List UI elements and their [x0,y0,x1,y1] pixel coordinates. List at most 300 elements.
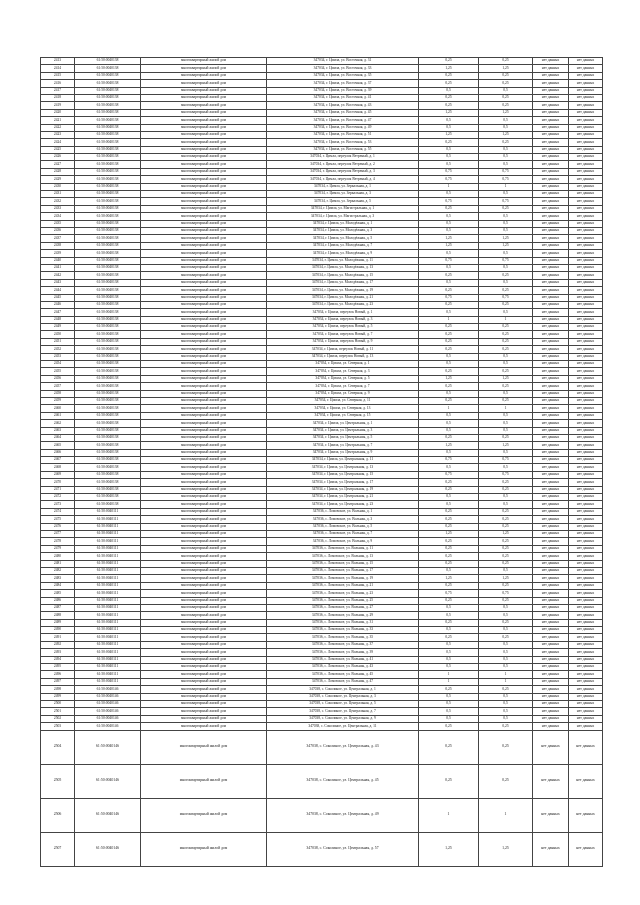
cell-extra-info: нет данных [569,612,603,619]
cell-extra-info: нет данных [569,309,603,316]
cell-extra-info: нет данных [569,353,603,360]
cell-extra-info: нет данных [569,338,603,345]
cell-area-total: 0,25 [419,434,479,441]
cell-owner-info: нет данных [533,257,569,264]
cell-owner-info: нет данных [533,87,569,94]
cell-object-type: многоквартирный жилой дом [141,331,267,338]
cell-area-total: 0,5 [419,227,479,234]
cell-area-used: 0,25 [479,324,533,331]
cell-area-total: 0,5 [419,220,479,227]
cell-address: 347034, г. Цимла, ул. Северная, д. 5 [267,375,419,382]
cell-owner-info: нет данных [533,553,569,560]
cell-address: 347034, г. Цимла, ул. Центральная, д. 21 [267,494,419,501]
cell-area-total: 0,25 [419,730,479,764]
table-row [41,545,603,552]
cell-address: 347034, г. Цимла, ул. Восточная, д. 49 [267,124,419,131]
cell-address: 347036, с. Ломовское, ул. Вольная, д. 31 [267,619,419,626]
cell-area-total: 0,25 [419,324,479,331]
cell-owner-info: нет данных [533,235,569,242]
cell-area-total: 0,5 [419,279,479,286]
cell-row-number: 2436 [41,227,75,234]
cell-cadastral-number: 61:50:0040138 [75,109,141,116]
cell-row-number: 2424 [41,139,75,146]
cell-extra-info: нет данных [569,420,603,427]
cell-cadastral-number: 61:50:0040138 [75,146,141,153]
cell-address: 347034, г. Цимла, ул. Центральная, д. 23 [267,501,419,508]
cell-owner-info: нет данных [533,109,569,116]
cell-area-total: 0,5 [419,146,479,153]
cell-extra-info: нет данных [569,405,603,412]
cell-cadastral-number: 61:50:0040138 [75,301,141,308]
cell-extra-info: нет данных [569,154,603,161]
cell-area-total: 0,5 [419,191,479,198]
cell-row-number: 2485 [41,590,75,597]
cell-object-type: многоквартирный жилой дом [141,560,267,567]
cell-object-type: многоквартирный жилой дом [141,730,267,764]
cell-extra-info: нет данных [569,494,603,501]
cell-row-number: 2482 [41,567,75,574]
cell-area-total: 0,5 [419,117,479,124]
table-row [41,235,603,242]
cell-object-type: многоквартирный жилой дом [141,124,267,131]
cell-row-number: 2442 [41,272,75,279]
cell-area-used: 0,25 [479,764,533,798]
cell-cadastral-number: 61:50:0040111 [75,634,141,641]
cell-row-number: 2433 [41,205,75,212]
cell-object-type: многоквартирный жилой дом [141,102,267,109]
table-row [41,700,603,707]
table-row [41,597,603,604]
cell-object-type: многоквартирный жилой дом [141,641,267,648]
cell-address: 347034, г. Цимла, ул. Восточная, д. 43 [267,102,419,109]
cell-cadastral-number: 61:50:0040138 [75,353,141,360]
cell-area-total: 0,5 [419,464,479,471]
cell-area-total: 1,25 [419,575,479,582]
cell-area-used: 0,5 [479,412,533,419]
cell-object-type: многоквартирный жилой дом [141,656,267,663]
cell-row-number: 2422 [41,124,75,131]
cell-address: 347034, г. Цимла, ул. Молодёжная, д. 17 [267,279,419,286]
cell-area-used: 0,5 [479,627,533,634]
cell-address: 347038, с. Соколиное, ул. Центральная, д. 57 [267,832,419,866]
cell-owner-info: нет данных [533,65,569,72]
table-row [41,124,603,131]
cell-extra-info: нет данных [569,324,603,331]
cell-row-number: 2437 [41,235,75,242]
cell-area-used: 0,25 [479,58,533,65]
table-row [41,353,603,360]
table-row [41,723,603,730]
cell-object-type: многоквартирный жилой дом [141,309,267,316]
cell-owner-info: нет данных [533,94,569,101]
cell-row-number: 2450 [41,331,75,338]
cell-object-type: многоквартирный жилой дом [141,590,267,597]
cell-extra-info: нет данных [569,427,603,434]
cell-extra-info: нет данных [569,316,603,323]
cell-cadastral-number: 61:50:0040111 [75,508,141,515]
cell-address: 347034, г. Цимла, ул. Северная, д. 11 [267,397,419,404]
cell-extra-info: нет данных [569,227,603,234]
cell-owner-info: нет данных [533,590,569,597]
cell-area-total: 0,25 [419,346,479,353]
table-row [41,693,603,700]
cell-object-type: многоквартирный жилой дом [141,250,267,257]
cell-area-used: 0,5 [479,227,533,234]
cell-object-type: многоквартирный жилой дом [141,287,267,294]
table-row [41,368,603,375]
table-row [41,131,603,138]
table-row [41,604,603,611]
cell-row-number: 2443 [41,279,75,286]
cell-area-total: 0,25 [419,538,479,545]
cell-extra-info: нет данных [569,168,603,175]
cell-row-number: 2461 [41,412,75,419]
cell-object-type: многоквартирный жилой дом [141,723,267,730]
table-row [41,375,603,382]
cell-row-number: 2447 [41,309,75,316]
cell-row-number: 2440 [41,257,75,264]
cell-owner-info: нет данных [533,486,569,493]
table-row [41,183,603,190]
cell-object-type: многоквартирный жилой дом [141,257,267,264]
table-row [41,168,603,175]
cell-extra-info: нет данных [569,634,603,641]
cell-area-used: 0,25 [479,346,533,353]
cell-owner-info: нет данных [533,494,569,501]
cell-area-total: 0,75 [419,168,479,175]
cell-row-number: 2453 [41,353,75,360]
cell-extra-info: нет данных [569,412,603,419]
cell-address: 347036, с. Ломовское, ул. Вольная, д. 15 [267,560,419,567]
cell-object-type: многоквартирный жилой дом [141,235,267,242]
cell-area-used: 0,5 [479,220,533,227]
cell-cadastral-number: 61:50:0040138 [75,272,141,279]
cell-owner-info: нет данных [533,612,569,619]
cell-address: 347038, с. Соколиное, ул. Центральная, д. 3 [267,693,419,700]
cell-cadastral-number: 61:50:0040111 [75,619,141,626]
cell-row-number: 2428 [41,168,75,175]
table-row [41,590,603,597]
cell-object-type: многоквартирный жилой дом [141,131,267,138]
cell-owner-info: нет данных [533,575,569,582]
cell-object-type: многоквартирный жилой дом [141,161,267,168]
cell-row-number: 2487 [41,604,75,611]
cell-object-type: многоквартирный жилой дом [141,294,267,301]
cell-area-used: 0,25 [479,508,533,515]
cell-address: 347036, с. Ломовское, ул. Вольная, д. 47 [267,678,419,685]
table-row [41,538,603,545]
cell-area-used: 1,25 [479,832,533,866]
table-row [41,523,603,530]
cell-cadastral-number: 61:50:0040111 [75,656,141,663]
cell-area-used: 1,25 [479,65,533,72]
cell-area-total: 0,5 [419,353,479,360]
cell-row-number: 2505 [41,764,75,798]
cell-area-used: 0,25 [479,80,533,87]
cell-cadastral-number: 61:50:0040111 [75,523,141,530]
cell-owner-info: нет данных [533,279,569,286]
cell-cadastral-number: 61:50:0040138 [75,420,141,427]
cell-area-total: 0,5 [419,612,479,619]
cell-address: 347034, г. Цимла, ул. Зеркальная, д. 1 [267,183,419,190]
cell-row-number: 2431 [41,191,75,198]
table-row [41,627,603,634]
cell-row-number: 2476 [41,523,75,530]
cell-cadastral-number: 61:50:0040111 [75,575,141,582]
table-row [41,516,603,523]
cell-row-number: 2497 [41,678,75,685]
cell-area-total: 0,25 [419,516,479,523]
cell-owner-info: нет данных [533,832,569,866]
cell-area-total: 0,5 [419,87,479,94]
cell-owner-info: нет данных [533,131,569,138]
cell-address: 347036, с. Ломовское, ул. Вольная, д. 13 [267,553,419,560]
cell-area-total: 1 [419,678,479,685]
cell-owner-info: нет данных [533,604,569,611]
cell-extra-info: нет данных [569,124,603,131]
cell-area-total: 1 [419,798,479,832]
cell-extra-info: нет данных [569,538,603,545]
table-body [41,58,603,867]
cell-area-total: 0,25 [419,619,479,626]
table-row [41,102,603,109]
cell-area-total: 1,25 [419,131,479,138]
cell-row-number: 2446 [41,301,75,308]
cell-address: 347036, с. Ломовское, ул. Вольная, д. 21 [267,582,419,589]
cell-owner-info: нет данных [533,176,569,183]
table-row [41,575,603,582]
cell-cadastral-number: 61:50:0040138 [75,72,141,79]
cell-cadastral-number: 61:50:0040138 [75,405,141,412]
cell-owner-info: нет данных [533,627,569,634]
cell-cadastral-number: 61:50:0040146 [75,764,141,798]
cell-area-used: 0,25 [479,723,533,730]
cell-extra-info: нет данных [569,257,603,264]
cell-area-used: 0,5 [479,250,533,257]
cell-address: 347034, г. Цимла, переулок Новый, д. 1 [267,309,419,316]
cell-area-used: 0,5 [479,117,533,124]
cell-object-type: многоквартирный жилой дом [141,619,267,626]
cell-row-number: 2451 [41,338,75,345]
cell-owner-info: нет данных [533,154,569,161]
cell-address: 347034, г. Цимла, переулок Ветреный, д. 1 [267,154,419,161]
cell-extra-info: нет данных [569,87,603,94]
cell-area-total: 0,5 [419,124,479,131]
cell-cadastral-number: 61:50:0040138 [75,176,141,183]
cell-area-total: 0,5 [419,361,479,368]
cell-address: 347036, с. Ломовское, ул. Вольная, д. 5 [267,523,419,530]
cell-address: 347036, с. Ломовское, ул. Вольная, д. 25 [267,597,419,604]
cell-area-used: 0,5 [479,708,533,715]
cell-row-number: 2467 [41,457,75,464]
cell-object-type: многоквартирный жилой дом [141,612,267,619]
cell-address: 347034, г. Цимла, переулок Новый, д. 11 [267,346,419,353]
cell-extra-info: нет данных [569,361,603,368]
table-row [41,205,603,212]
table-row [41,678,603,685]
cell-object-type: многоквартирный жилой дом [141,449,267,456]
cell-row-number: 2445 [41,294,75,301]
cell-area-used: 0,25 [479,523,533,530]
cell-object-type: многоквартирный жилой дом [141,531,267,538]
cell-address: 347034, г. Цимла, ул. Восточная, д. 39 [267,87,419,94]
cell-area-used: 0,5 [479,494,533,501]
cell-extra-info: нет данных [569,102,603,109]
cell-cadastral-number: 61:50:0040138 [75,471,141,478]
cell-owner-info: нет данных [533,368,569,375]
cell-owner-info: нет данных [533,375,569,382]
cell-object-type: многоквартирный жилой дом [141,678,267,685]
cell-extra-info: нет данных [569,205,603,212]
cell-owner-info: нет данных [533,641,569,648]
cell-area-used: 1 [479,316,533,323]
table-row [41,464,603,471]
cell-area-used: 0,75 [479,257,533,264]
cell-area-total: 1 [419,316,479,323]
cell-object-type: многоквартирный жилой дом [141,191,267,198]
cell-row-number: 2486 [41,597,75,604]
cell-cadastral-number: 61:50:0040111 [75,582,141,589]
cell-row-number: 2464 [41,434,75,441]
cell-area-total: 0,5 [419,649,479,656]
cell-area-used: 0,5 [479,146,533,153]
cell-owner-info: нет данных [533,183,569,190]
cell-object-type: многоквартирный жилой дом [141,375,267,382]
table-row [41,686,603,693]
cell-area-total: 1,25 [419,242,479,249]
table-row [41,65,603,72]
cell-area-used: 0,5 [479,361,533,368]
table-row [41,220,603,227]
cell-cadastral-number: 61:50:0040146 [75,693,141,700]
table-row [41,708,603,715]
table-row [41,272,603,279]
cell-area-total: 0,5 [419,700,479,707]
cell-cadastral-number: 61:50:0040138 [75,131,141,138]
cell-address: 347034, г. Цимла, переулок Новый, д. 5 [267,324,419,331]
cell-address: 347034, г. Цимла, ул. Восточная, д. 51 [267,131,419,138]
cell-row-number: 2468 [41,464,75,471]
cell-area-total: 0,5 [419,213,479,220]
cell-cadastral-number: 61:50:0040138 [75,331,141,338]
cell-area-used: 0,75 [479,168,533,175]
cell-object-type: многоквартирный жилой дом [141,434,267,441]
table-row [41,109,603,116]
cell-area-used: 0,5 [479,664,533,671]
cell-cadastral-number: 61:50:0040111 [75,671,141,678]
cell-row-number: 2490 [41,627,75,634]
cell-row-number: 2463 [41,427,75,434]
cell-row-number: 2493 [41,649,75,656]
cell-address: 347036, с. Ломовское, ул. Вольная, д. 29 [267,612,419,619]
cell-owner-info: нет данных [533,139,569,146]
cell-extra-info: нет данных [569,191,603,198]
cell-row-number: 2415 [41,72,75,79]
cell-area-used: 1 [479,671,533,678]
cell-row-number: 2414 [41,65,75,72]
table-row [41,287,603,294]
cell-address: 347034, г. Цимла, ул. Молодёжная, д. 1 [267,220,419,227]
table-row [41,361,603,368]
cell-object-type: многоквартирный жилой дом [141,242,267,249]
cell-area-used: 0,75 [479,590,533,597]
cell-object-type: многоквартирный жилой дом [141,604,267,611]
cell-cadastral-number: 61:50:0040146 [75,700,141,707]
cell-row-number: 2492 [41,641,75,648]
cell-area-used: 0,5 [479,715,533,722]
cell-extra-info: нет данных [569,131,603,138]
cell-cadastral-number: 61:50:0040138 [75,242,141,249]
cell-area-used: 0,25 [479,486,533,493]
cell-cadastral-number: 61:50:0040138 [75,368,141,375]
table-row [41,227,603,234]
cell-object-type: многоквартирный жилой дом [141,146,267,153]
cell-cadastral-number: 61:50:0040111 [75,553,141,560]
cell-row-number: 2494 [41,656,75,663]
cell-extra-info: нет данных [569,80,603,87]
cell-object-type: многоквартирный жилой дом [141,183,267,190]
cell-owner-info: нет данных [533,227,569,234]
table-row [41,531,603,538]
cell-cadastral-number: 61:50:0040138 [75,316,141,323]
cell-address: 347034, г. Цимла, ул. Северная, д. 7 [267,383,419,390]
cell-owner-info: нет данных [533,523,569,530]
cell-row-number: 2504 [41,730,75,764]
cell-extra-info: нет данных [569,397,603,404]
cell-owner-info: нет данных [533,301,569,308]
cell-address: 347036, с. Ломовское, ул. Вольная, д. 33 [267,627,419,634]
cell-area-used: 0,25 [479,479,533,486]
cell-extra-info: нет данных [569,671,603,678]
cell-area-total: 0,25 [419,764,479,798]
cell-object-type: многоквартирный жилой дом [141,80,267,87]
cell-area-total: 0,75 [419,176,479,183]
cell-extra-info: нет данных [569,531,603,538]
table-row [41,161,603,168]
cell-address: 347034, г. Цимла, ул. Молодёжная, д. 3 [267,227,419,234]
cell-area-used: 0,25 [479,102,533,109]
cell-object-type: многоквартирный жилой дом [141,442,267,449]
cell-area-used: 1,25 [479,575,533,582]
cell-object-type: многоквартирный жилой дом [141,649,267,656]
cell-address: 347036, с. Ломовское, ул. Вольная, д. 9 [267,538,419,545]
cell-row-number: 2425 [41,146,75,153]
cell-row-number: 2473 [41,501,75,508]
cell-area-total: 1,25 [419,65,479,72]
cell-area-used: 0,25 [479,383,533,390]
table-row [41,412,603,419]
cell-cadastral-number: 61:50:0040138 [75,87,141,94]
cell-address: 347034, г. Цимла, ул. Северная, д. 15 [267,412,419,419]
cell-address: 347036, с. Ломовское, ул. Вольная, д. 17 [267,567,419,574]
cell-cadastral-number: 61:50:0040138 [75,309,141,316]
cell-object-type: многоквартирный жилой дом [141,205,267,212]
cell-address: 347034, г. Цимла, ул. Северная, д. 3 [267,368,419,375]
cell-owner-info: нет данных [533,538,569,545]
cell-cadastral-number: 61:50:0040138 [75,161,141,168]
cell-area-total: 1,25 [419,375,479,382]
cell-area-total: 0,25 [419,582,479,589]
cell-row-number: 2417 [41,87,75,94]
cell-area-used: 0,25 [479,597,533,604]
cell-area-total: 0,75 [419,471,479,478]
cell-area-total: 0,5 [419,708,479,715]
cell-cadastral-number: 61:50:0040138 [75,412,141,419]
cell-address: 347038, с. Соколиное, ул. Центральная, д. 45 [267,764,419,798]
cell-cadastral-number: 61:50:0040111 [75,604,141,611]
cell-row-number: 2420 [41,109,75,116]
table-row [41,198,603,205]
